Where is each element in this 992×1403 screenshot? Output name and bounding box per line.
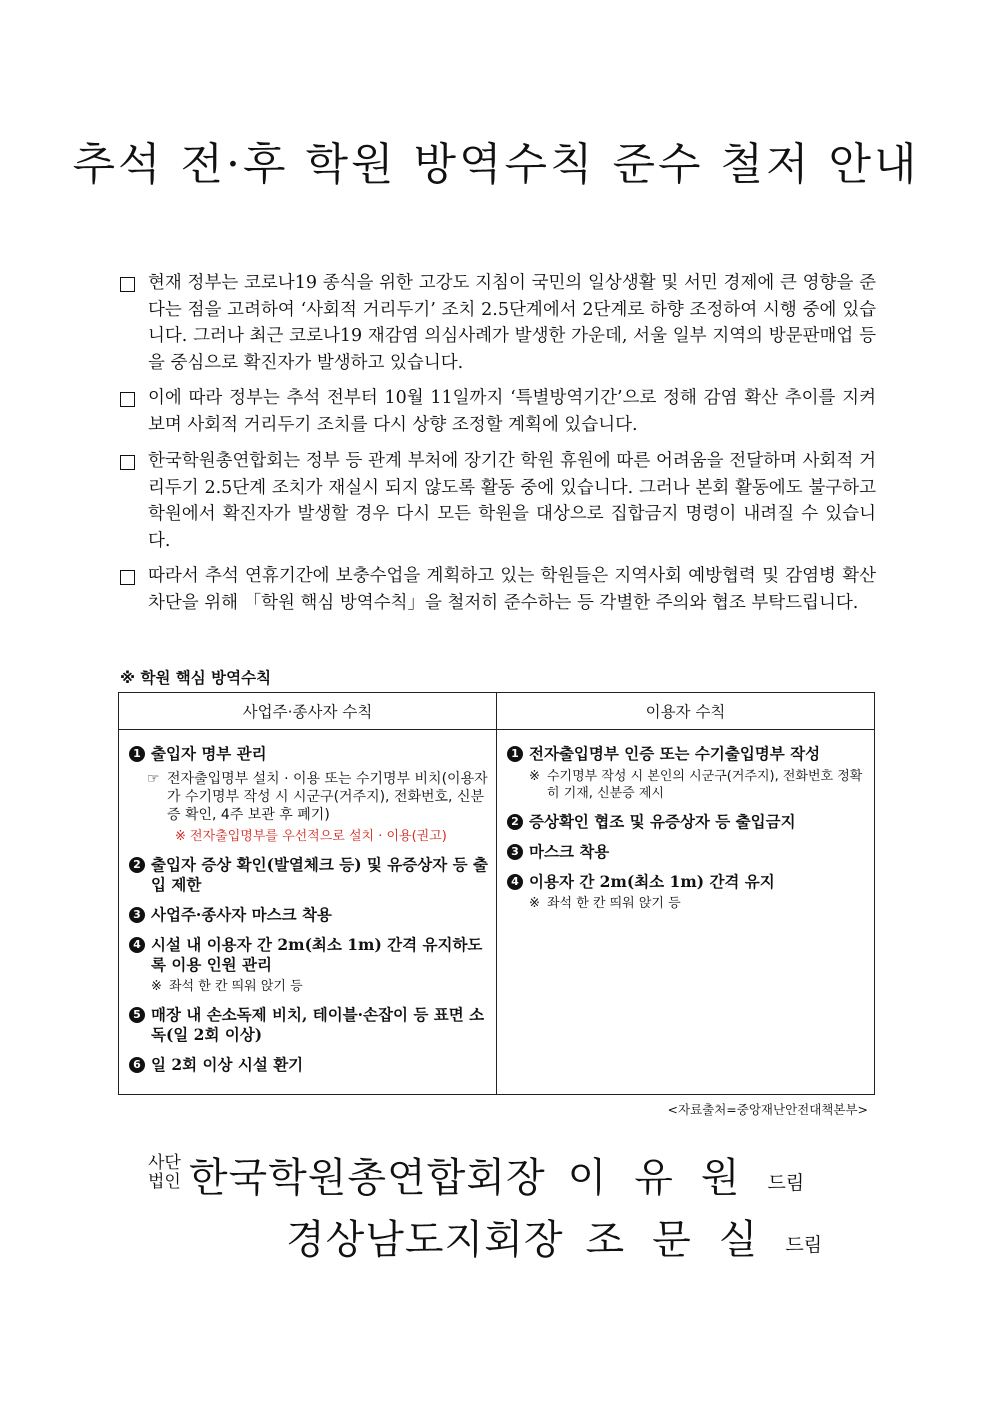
number-circle-icon: 4 bbox=[129, 937, 145, 953]
number-circle-icon: 3 bbox=[507, 844, 523, 860]
paragraph-3 bbox=[118, 448, 876, 554]
checkbox-square-icon bbox=[120, 277, 135, 292]
organization-name: 한국학원총연합회장 bbox=[188, 1155, 546, 1201]
rule-item bbox=[507, 872, 866, 912]
rule-item bbox=[129, 1055, 488, 1075]
rule-text: 출입자 증상 확인(발열체크 등) 및 유증상자 등 출입 제한 bbox=[151, 855, 488, 894]
rule-text: 사업주·종사자 마스크 착용 bbox=[151, 905, 332, 924]
signer-name: 이유원 bbox=[567, 1155, 768, 1201]
reference-mark: ※ bbox=[151, 979, 162, 994]
signer-name: 조문실 bbox=[585, 1217, 786, 1263]
header-employer: 사업주·종사자 수칙 bbox=[119, 693, 497, 730]
rule-item bbox=[507, 744, 866, 802]
rule-note: 수기명부 작성 시 본인의 시군구(거주지), 전화번호 정확히 기재, 신분증 제시 bbox=[547, 769, 863, 801]
rule-detail: 전자출입명부 설치 · 이용 또는 수기명부 비치(이용자가 수기명부 작성 시 시군구(거주지), 전화번호, 신분증 확인, 4주 보관 후 폐기) bbox=[167, 771, 488, 823]
number-circle-icon: 4 bbox=[507, 874, 523, 890]
number-circle-icon: 2 bbox=[129, 857, 145, 873]
rule-item bbox=[129, 905, 488, 925]
source-note: <자료출처=중앙재난안전대책본부> bbox=[667, 1102, 868, 1117]
closing-word: 드림 bbox=[767, 1172, 805, 1194]
rule-note: 좌석 한 칸 띄워 앉기 등 bbox=[547, 896, 681, 911]
rule-text: 출입자 명부 관리 bbox=[151, 744, 267, 763]
signature-line-1 bbox=[148, 1146, 804, 1203]
rule-item bbox=[129, 744, 488, 845]
header-user: 이용자 수칙 bbox=[497, 693, 875, 730]
number-circle-icon: 6 bbox=[129, 1057, 145, 1073]
paragraph-text: 따라서 추석 연휴기간에 보충수업을 계획하고 있는 학원들은 지역사회 예방협력 및 감염병 확산 차단을 위해 「학원 핵심 방역수칙」을 철저히 준수하는 등 각별한 주의와 협조 부탁드립니다. bbox=[148, 566, 876, 613]
rule-note: 좌석 한 칸 띄워 앉기 등 bbox=[169, 979, 303, 994]
rules-table bbox=[118, 692, 875, 1095]
rule-text: 전자출입명부 인증 또는 수기출입명부 작성 bbox=[529, 744, 821, 763]
paragraph-2 bbox=[118, 385, 876, 438]
number-circle-icon: 1 bbox=[507, 746, 523, 762]
number-circle-icon: 1 bbox=[129, 746, 145, 762]
section-label: ※ 학원 핵심 방역수칙 bbox=[120, 669, 272, 687]
user-rules bbox=[497, 730, 875, 1095]
pointing-hand-icon: ☞ bbox=[147, 771, 160, 787]
rule-item bbox=[507, 812, 866, 832]
number-circle-icon: 3 bbox=[129, 907, 145, 923]
corporation-label: 사단 법인 bbox=[148, 1153, 181, 1192]
rule-text: 시설 내 이용자 간 2m(최소 1m) 간격 유지하도록 이용 인원 관리 bbox=[151, 935, 483, 974]
rule-item bbox=[507, 842, 866, 862]
page-title: 추석 전·후 학원 방역수칙 준수 철저 안내 bbox=[72, 139, 920, 190]
paragraph-1 bbox=[118, 270, 876, 376]
signature-line-2 bbox=[286, 1208, 822, 1265]
employer-rules bbox=[119, 730, 497, 1095]
rule-item bbox=[129, 1005, 488, 1045]
checkbox-square-icon bbox=[120, 455, 135, 470]
paragraph-text: 이에 따라 정부는 추석 전부터 10월 11일까지 ‘특별방역기간’으로 정해 감염 확산 추이를 지켜보며 사회적 거리두기 조치를 다시 상향 조정할 계획에 있습니다. bbox=[148, 388, 876, 435]
red-note: ※ 전자출입명부를 우선적으로 설치 · 이용(권고) bbox=[175, 829, 447, 844]
number-circle-icon: 2 bbox=[507, 814, 523, 830]
rule-item bbox=[129, 855, 488, 895]
checkbox-square-icon bbox=[120, 392, 135, 407]
rule-text: 매장 내 손소독제 비치, 테이블·손잡이 등 표면 소독(일 2회 이상) bbox=[151, 1005, 485, 1044]
rule-item bbox=[129, 935, 488, 995]
paragraph-4 bbox=[118, 563, 876, 616]
rule-text: 증상확인 협조 및 유증상자 등 출입금지 bbox=[529, 812, 796, 831]
rule-text: 이용자 간 2m(최소 1m) 간격 유지 bbox=[529, 872, 775, 891]
closing-word: 드림 bbox=[785, 1234, 823, 1256]
number-circle-icon: 5 bbox=[129, 1007, 145, 1023]
rule-text: 일 2회 이상 시설 환기 bbox=[151, 1055, 304, 1074]
checkbox-square-icon bbox=[120, 570, 135, 585]
paragraph-text: 한국학원총연합회는 정부 등 관계 부처에 장기간 학원 휴원에 따른 어려움을 전달하며 사회적 거리두기 2.5단계 조치가 재실시 되지 않도록 활동 중에 있습니다. 그러나 본회 활동에도 불구하고 학원에서 확진자가 발생할 경우 다시 모든 학원을 대상으로 집합금지 명령이 내려질 수 있습니다. bbox=[148, 451, 876, 551]
reference-mark: ※ bbox=[529, 769, 540, 784]
rule-text: 마스크 착용 bbox=[529, 842, 610, 861]
organization-name: 경상남도지회장 bbox=[286, 1217, 564, 1263]
paragraph-text: 현재 정부는 코로나19 종식을 위한 고강도 지침이 국민의 일상생활 및 서민 경제에 큰 영향을 준다는 점을 고려하여 ‘사회적 거리두기’ 조치 2.5단계에서 2단계로 하향 조정하여 시행 중에 있습니다. 그러나 최근 코로나19 재감염 의심사례가 발생한 가운데, 서울 일부 지역의 방문판매업 등을 중심으로 확진자가 발생하고 있습니다. bbox=[148, 273, 876, 373]
reference-mark: ※ bbox=[529, 896, 540, 911]
